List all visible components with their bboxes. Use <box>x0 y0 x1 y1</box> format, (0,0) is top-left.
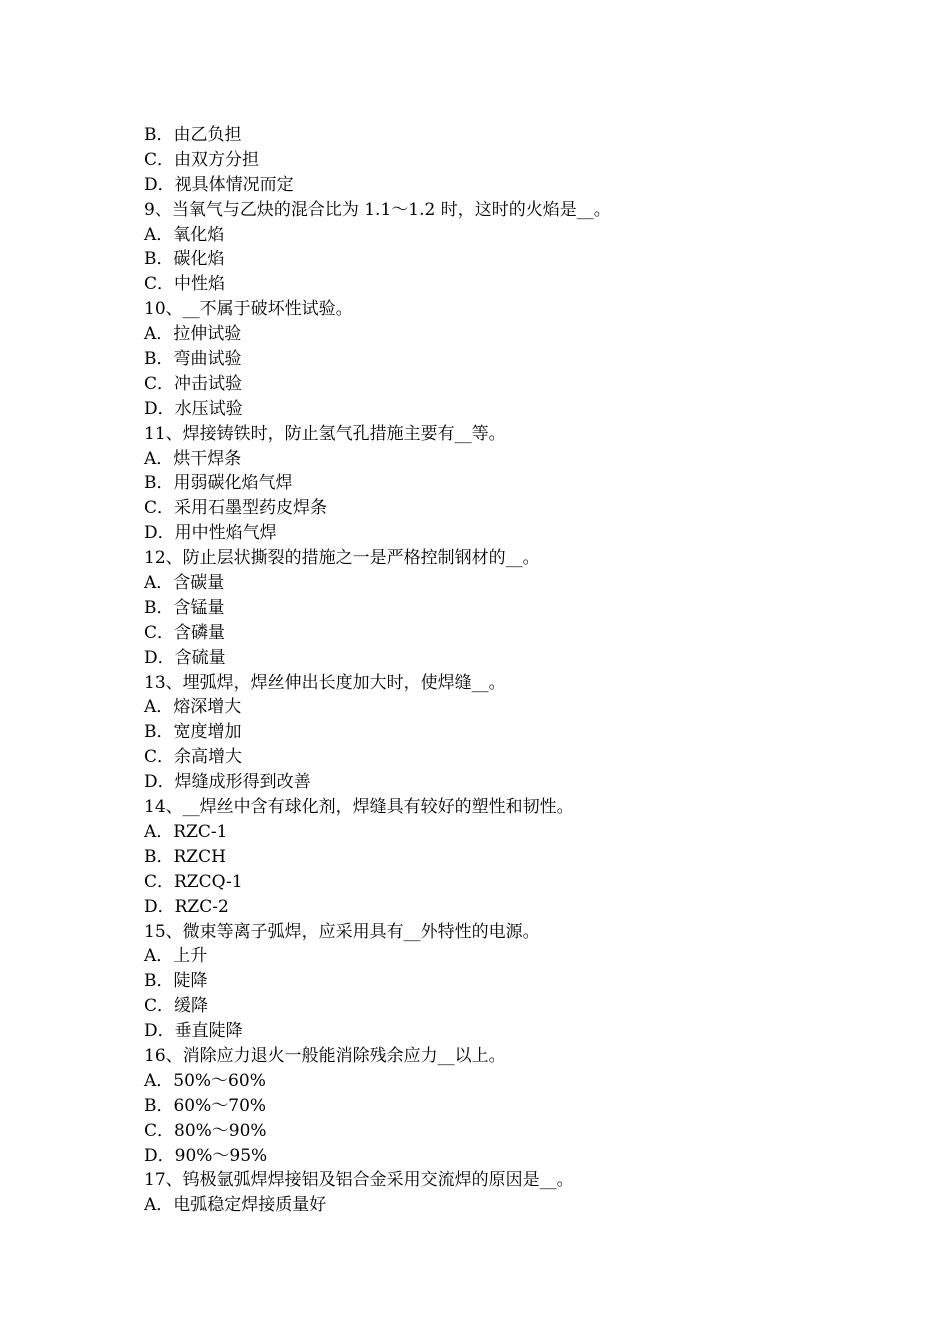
option-a: A．含碳量 <box>144 573 225 594</box>
option-a: A．烘干焊条 <box>144 448 242 469</box>
option-d: D．垂直陡降 <box>144 1021 243 1042</box>
option-c: C．冲击试验 <box>144 373 243 394</box>
option-a: A．电弧稳定焊接质量好 <box>144 1195 327 1216</box>
option-d: D．90%～95% <box>144 1145 268 1166</box>
option-d: D．水压试验 <box>144 398 243 419</box>
option-d: D．用中性焰气焊 <box>144 523 277 544</box>
option-a: A．RZC-1 <box>144 821 228 842</box>
question-14: 14、__焊丝中含有球化剂，焊缝具有较好的塑性和韧性。 <box>144 797 574 818</box>
option-a: A．拉伸试验 <box>144 324 242 345</box>
question-9: 9、当氧气与乙炔的混合比为 1.1～1.2 时，这时的火焰是__。 <box>144 199 611 220</box>
question-11: 11、焊接铸铁时，防止氢气孔措施主要有__等。 <box>144 423 506 444</box>
option-b: B．用弱碳化焰气焊 <box>144 473 293 494</box>
option-c: C．由双方分担 <box>144 149 260 170</box>
option-b: B．陡降 <box>144 971 208 992</box>
option-d: D．焊缝成形得到改善 <box>144 772 311 793</box>
option-c: C．余高增大 <box>144 747 243 768</box>
option-b: B．含锰量 <box>144 597 225 618</box>
question-10: 10、__不属于破坏性试验。 <box>144 299 353 320</box>
question-13: 13、埋弧焊，焊丝伸出长度加大时，使焊缝__。 <box>144 672 506 693</box>
option-c: C．RZCQ-1 <box>144 871 243 892</box>
option-c: C．含磷量 <box>144 622 226 643</box>
option-d: D．含硫量 <box>144 647 226 668</box>
option-b: B．RZCH <box>144 846 226 867</box>
option-c: C．中性焰 <box>144 274 226 295</box>
option-d: D．RZC-2 <box>144 896 229 917</box>
option-a: A．氧化焰 <box>144 224 225 245</box>
option-a: A．熔深增大 <box>144 697 242 718</box>
document-page <box>144 123 844 1218</box>
question-12: 12、防止层状撕裂的措施之一是严格控制钢材的__。 <box>144 548 540 569</box>
option-c: C．80%～90% <box>144 1120 267 1141</box>
option-b: B．宽度增加 <box>144 722 242 743</box>
question-16: 16、消除应力退火一般能消除残余应力__以上。 <box>144 1045 506 1066</box>
option-d: D．视具体情况而定 <box>144 174 294 195</box>
option-c: C．采用石墨型药皮焊条 <box>144 498 328 519</box>
option-a: A．上升 <box>144 946 208 967</box>
question-15: 15、微束等离子弧焊，应采用具有__外特性的电源。 <box>144 921 540 942</box>
option-b: B．60%～70% <box>144 1095 267 1116</box>
option-b: B．由乙负担 <box>144 125 242 145</box>
option-b: B．弯曲试验 <box>144 349 242 370</box>
option-a: A．50%～60% <box>144 1070 266 1091</box>
option-c: C．缓降 <box>144 996 209 1017</box>
option-b: B．碳化焰 <box>144 249 225 270</box>
question-17: 17、钨极氩弧焊焊接铝及铝合金采用交流焊的原因是__。 <box>144 1170 574 1191</box>
